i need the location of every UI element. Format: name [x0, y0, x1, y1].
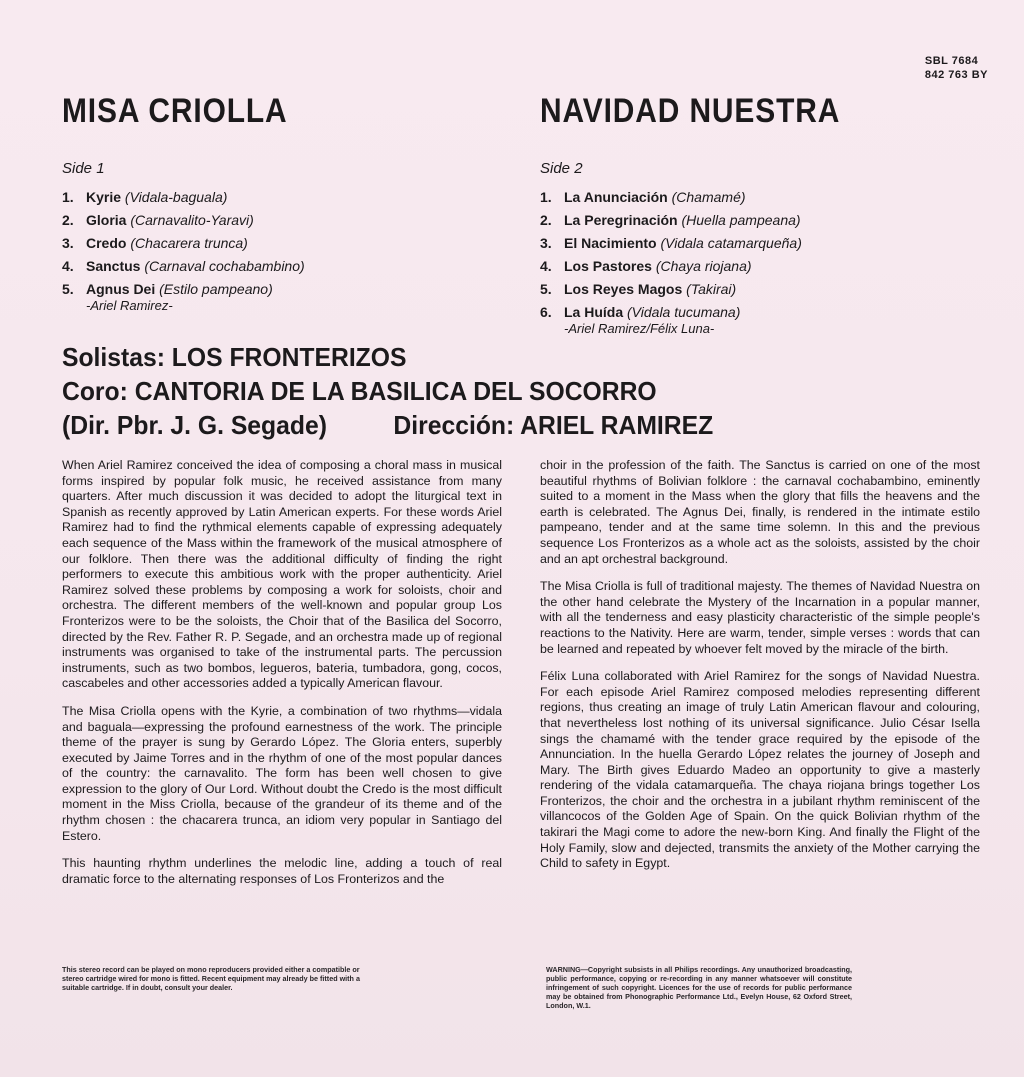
track-title: La Anunciación [564, 189, 668, 205]
choir-director-credit: (Dir. Pbr. J. G. Segade) [62, 410, 327, 440]
track-item [62, 281, 482, 298]
title-misa-criolla: MISA CRIOLLA [62, 92, 288, 130]
track-title: La Huída [564, 304, 624, 320]
track-list [540, 189, 960, 321]
composer-credit: -Ariel Ramirez/Félix Luna- [564, 321, 715, 336]
track-title: Los Pastores [564, 258, 652, 274]
track-title: Agnus Dei [86, 281, 156, 297]
track-item [540, 258, 960, 275]
track-number: 3. [62, 235, 74, 251]
track-item [540, 281, 960, 298]
stereo-compatibility-notice: This stereo record can be played on mono reproducers provided either a compatible or stereo cartridge wired for mono is fitted. Recent equipment may already be fitted with a suitable cartridge. If in doubt, consult your dealer. [62, 965, 360, 992]
choir-credit: Coro: CANTORIA DE LA BASILICA DEL SOCORRO [62, 376, 657, 406]
track-number: 1. [62, 189, 74, 205]
track-item [540, 235, 960, 252]
track-title: La Peregrinación [564, 212, 678, 228]
side-1-label: Side 1 [62, 160, 105, 177]
track-title: Los Reyes Magos [564, 281, 683, 297]
track-title: Kyrie [86, 189, 122, 205]
track-title: Gloria [86, 212, 127, 228]
liner-paragraph: The Misa Criolla is full of traditional majesty. The themes of Navidad Nuestra on the other hand celebrate the Mystery of the Incarnation in a popular manner, with all the tenderness and easy plasticity characteristic of the simple people's reactions to the Nativity. Here are warm, tender, simple verses : words that can be learned and repeated by whoever felt moved by the miracle of the birth. [540, 579, 980, 656]
track-number: 4. [62, 258, 74, 274]
track-number: 6. [540, 304, 552, 320]
track-style: (Huella pampeana) [681, 212, 801, 228]
track-item [62, 189, 482, 206]
track-style: (Vidala tucumana) [627, 304, 741, 320]
side-2-label: Side 2 [540, 160, 583, 177]
track-style: (Carnavalito-Yaravi) [130, 212, 254, 228]
liner-paragraph: This haunting rhythm underlines the melodic line, adding a touch of real dramatic force to the alternating responses of Los Fronterizos and the [62, 856, 502, 886]
liner-notes-right-column [540, 458, 980, 884]
track-number: 5. [540, 281, 552, 297]
performer-credits [62, 340, 917, 442]
track-number: 3. [540, 235, 552, 251]
track-title: El Nacimiento [564, 235, 657, 251]
composer-credit: -Ariel Ramirez- [86, 298, 173, 313]
track-style: (Chaya riojana) [655, 258, 752, 274]
track-number: 4. [540, 258, 552, 274]
track-item [540, 212, 960, 229]
track-item [540, 189, 960, 206]
track-number: 1. [540, 189, 552, 205]
track-title: Credo [86, 235, 127, 251]
track-title: Sanctus [86, 258, 141, 274]
soloists-credit: Solistas: LOS FRONTERIZOS [62, 342, 407, 372]
track-item [62, 235, 482, 252]
track-item [540, 304, 960, 321]
direction-line [62, 408, 917, 442]
track-item [62, 258, 482, 275]
title-navidad-nuestra: NAVIDAD NUESTRA [540, 92, 841, 130]
side-1-tracklist [62, 160, 482, 313]
track-item [62, 212, 482, 229]
catalog-number [925, 54, 988, 82]
track-style: (Takirai) [686, 281, 737, 297]
track-list [62, 189, 482, 298]
track-style: (Vidala-baguala) [124, 189, 228, 205]
liner-paragraph: When Ariel Ramirez conceived the idea of composing a choral mass in musical forms inspired by popular folk music, he received assistance from many quarters. After much discussion it was decided to adopt the liturgical text in Spanish as recently approved by Latin American experts. For these words Ariel Ramirez had to find the rythmical elements capable of expressing adequately each sequence of the Mass within the framework of the musical atmosphere of our folklore. Then there was the additional difficulty of finding the right performers to execute this ambitious work with the proper authenticity. Ariel Ramirez solved these problems by composing a work for soloists, choir and orchestra. The different members of the well-known and popular group Los Fronterizos were to be the soloists, the Choir that of the Basilica del Socorro, directed by the Rev. Father R. P. Segade, and an orchestra made up of regional instruments was organised to take of the instrumental parts. The percussion instruments, such as two bombos, legueros, bateria, tumbadora, gong, cocos, cascabeles and other accessories added a typically American flavour. [62, 458, 502, 691]
catalog-line-2: 842 763 BY [924, 69, 988, 81]
track-style: (Carnaval cochabambino) [144, 258, 305, 274]
track-style: (Estilo pampeano) [159, 281, 273, 297]
copyright-warning: WARNING—Copyright subsists in all Philips recordings. Any unauthorized broadcasting, public performance, copying or re-recording in any manner whatsoever will constitute infringement of such copyright. Licences for the use of records for public performance may be obtained from Phonographic Performance Ltd., Evelyn House, 62 Oxford Street, London, W.1. [546, 965, 852, 1010]
track-number: 5. [62, 281, 74, 297]
track-style: (Chamamé) [671, 189, 746, 205]
track-style: (Vidala catamarqueña) [660, 235, 802, 251]
track-style: (Chacarera trunca) [130, 235, 248, 251]
liner-paragraph: choir in the profession of the faith. The Sanctus is carried on one of the most beautiful rhythms of Bolivian folklore : the carnaval cochabambino, eminently suited to a moment in the Mass when the glory that fills the heavens and the earth is celebrated. The Agnus Dei, finally, is rendered in the intimate estilo pampeano, tender and at the same time solemn. In this and the previous sequence Los Fronterizos as a whole act as the soloists, assisted by the choir and an apt orchestral background. [540, 458, 980, 566]
side-2-tracklist [540, 160, 960, 336]
musical-direction-credit: Dirección: ARIEL RAMIREZ [393, 410, 714, 440]
track-number: 2. [540, 212, 552, 228]
liner-paragraph: Félix Luna collaborated with Ariel Ramirez for the songs of Navidad Nuestra. For each episode Ariel Ramirez composed melodies representing different regions, thus creating an image of truly Latin American flavour and colouring, that nevertheless lost nothing of its universal significance. Julio César Isella sings the chamamé with the tender grace required by the episode of the Annunciation. In the huella Gerardo López relates the journey of Joseph and Mary. The Birth gives Eduardo Madeo an opportunity to give a masterly rendering of the vidala catamarqueña. The chaya riojana brings together Los Fronterizos, the choir and the orchestra in a jubilant rhythm reminiscent of the villancocos of the Golden Age of Spain. On the quick Bolivian rhythm of the takirari the Magi come to adore the new-born King. And finally the Flight of the Holy Family, slow and dejected, transmits the anxiety of the Mother carrying the Child to safety in Egypt. [540, 669, 980, 871]
liner-notes-left-column [62, 458, 502, 899]
liner-paragraph: The Misa Criolla opens with the Kyrie, a combination of two rhythms—vidala and baguala—expressing the profound earnestness of the work. The principle theme of the prayer is sung by Gerardo López. The Gloria enters, superbly executed by Jaime Torres and in the rhythm of one of the most popular dances of the country: the carnavalito. The form has been well chosen to give expression to the glory of Our Lord. Without doubt the Credo is the most difficult moment in the Miss Criolla, because of the grandeur of its theme and of the rhythm chosen : the chacarera trunca, an idiom very popular in Santiago del Estero. [62, 703, 502, 843]
track-number: 2. [62, 212, 74, 228]
catalog-line-1: SBL 7684 [924, 55, 979, 67]
